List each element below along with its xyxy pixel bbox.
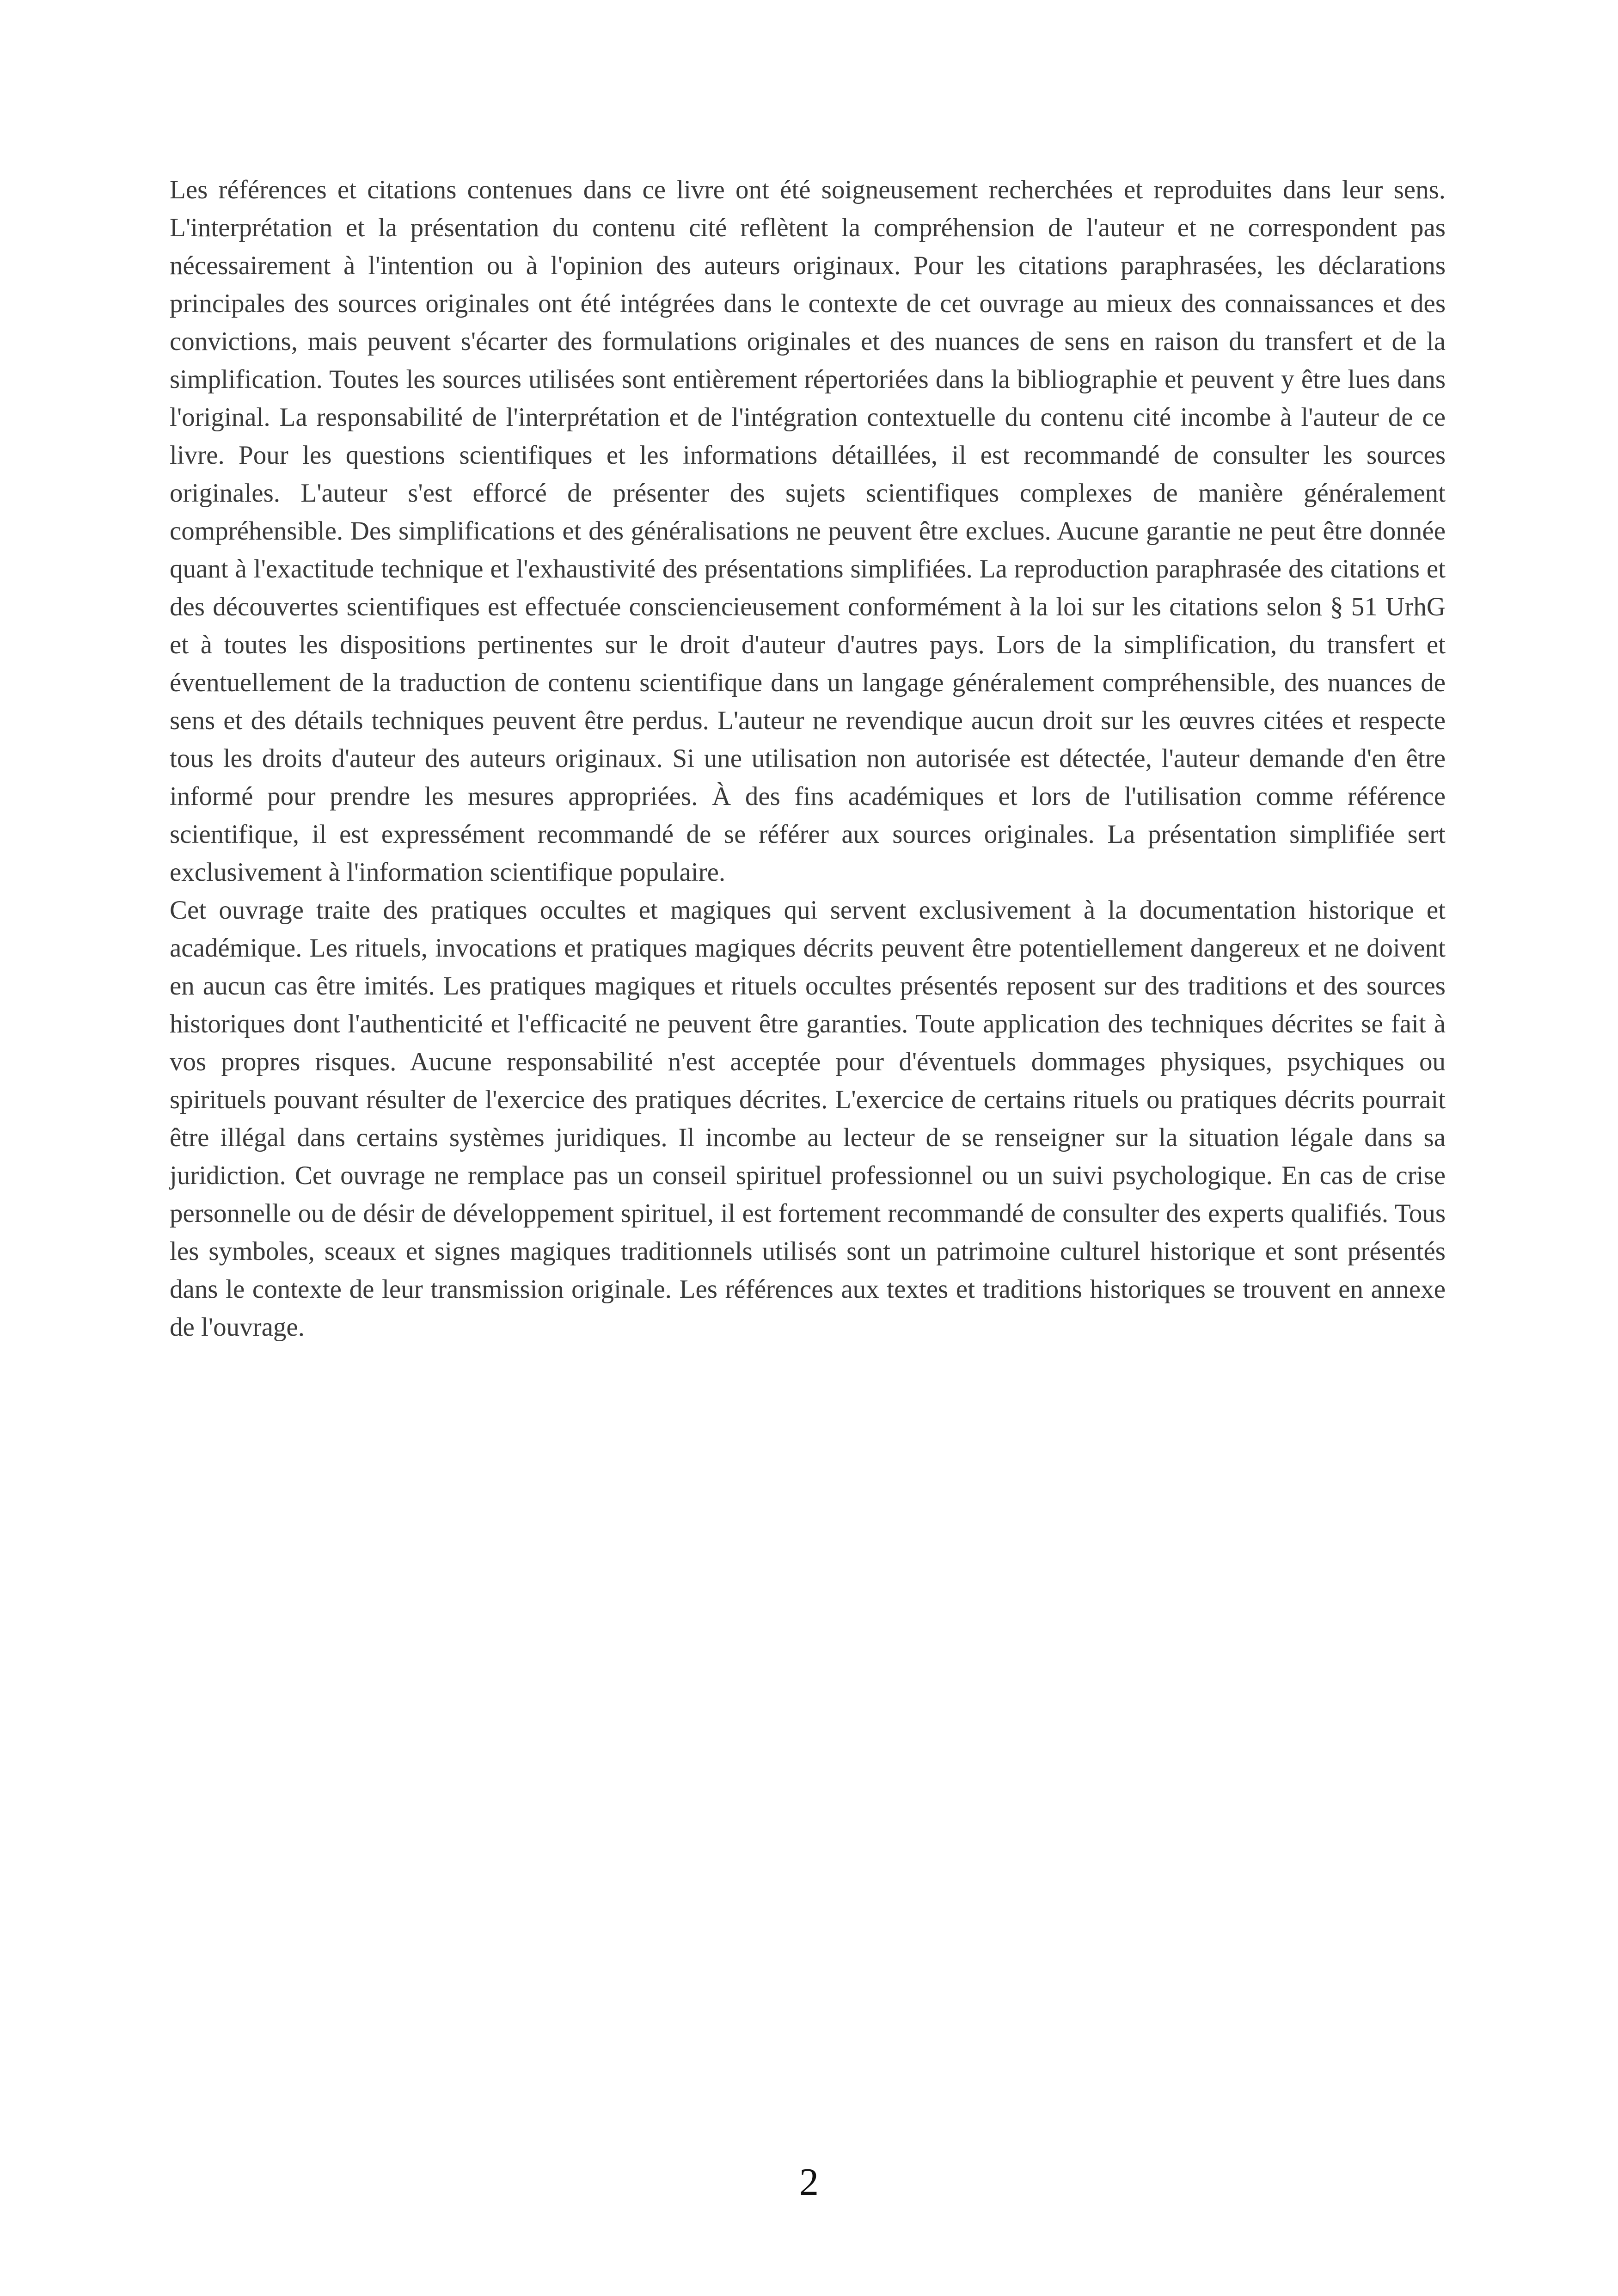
paragraph-references-disclaimer: Les références et citations contenues dans ce livre ont été soigneusement recherchées et reproduites dans leur sens. L'interprétation et la présentation du contenu cité reflètent la compréhension de l'auteur et ne correspondent pas nécessairement à l'intention ou à l'opinion des auteurs originaux. Pour les citations paraphrasées, les déclarations principales des sources originales ont été intégrées dans le contexte de cet ouvrage au mieux des connaissances et des convictions, mais peuvent s'écarter des formulations originales et des nuances de sens en raison du transfert et de la simplification. Toutes les sources utilisées sont entièrement répertoriées dans la bibliographie et peuvent y être lues dans l'original. La responsabilité de l'interprétation et de l'intégration contextuelle du contenu cité incombe à l'auteur de ce livre. Pour les questions scientifiques et les informations détaillées, il est recommandé de consulter les sources originales. L'auteur s'est efforcé de présenter des sujets scientifiques complexes de manière généralement compréhensible. Des simplifications et des généralisations ne peuvent être exclues. Aucune garantie ne peut être donnée quant à l'exactitude technique et l'exhaustivité des présentations simplifiées. La reproduction paraphrasée des citations et des découvertes scientifiques est effectuée consciencieusement conformément à la loi sur les citations selon § 51 UrhG et à toutes les dispositions pertinentes sur le droit d'auteur d'autres pays. Lors de la simplification, du transfert et éventuellement de la traduction de contenu scientifique dans un langage généralement compréhensible, des nuances de sens et des détails techniques peuvent être perdus. L'auteur ne revendique aucun droit sur les œuvres citées et respecte tous les droits d'auteur des auteurs originaux. Si une utilisation non autorisée est détectée, l'auteur demande d'en être informé pour prendre les mesures appropriées. À des fins académiques et lors de l'utilisation comme référence scientifique, il est expressément recommandé de se référer aux sources originales. La présentation simplifiée sert exclusivement à l'information scientifique populaire. xyxy=(170,175,1446,887)
paragraph-occult-disclaimer: Cet ouvrage traite des pratiques occultes et magiques qui servent exclusivement à la documentation historique et académique. Les rituels, invocations et pratiques magiques décrits peuvent être potentiellement dangereux et ne doivent en aucun cas être imités. Les pratiques magiques et rituels occultes présentés reposent sur des traditions et des sources historiques dont l'authenticité et l'efficacité ne peuvent être garanties. Toute application des techniques décrites se fait à vos propres risques. Aucune responsabilité n'est acceptée pour d'éventuels dommages physiques, psychiques ou spirituels pouvant résulter de l'exercice des pratiques décrites. L'exercice de certains rituels ou pratiques décrits pourrait être illégal dans certains systèmes juridiques. Il incombe au lecteur de se renseigner sur la situation légale dans sa juridiction. Cet ouvrage ne remplace pas un conseil spirituel professionnel ou un suivi psychologique. En cas de crise personnelle ou de désir de développement spirituel, il est fortement recommandé de consulter des experts qualifiés. Tous les symboles, sceaux et signes magiques traditionnels utilisés sont un patrimoine culturel historique et sont présentés dans le contexte de leur transmission originale. Les références aux textes et traditions historiques se trouvent en annexe de l'ouvrage. xyxy=(170,896,1446,1342)
body-text xyxy=(170,171,1446,1346)
page-number: 2 xyxy=(799,2161,819,2204)
